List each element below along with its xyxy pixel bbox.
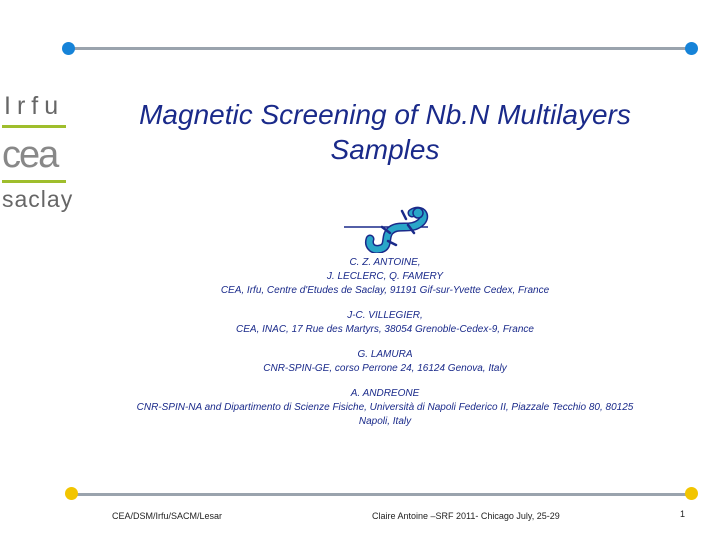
author-block-2 (90, 270, 680, 298)
author-affiliation: CEA, INAC, 17 Rue des Martyrs, 38054 Grenoble-Cedex-9, France (236, 324, 534, 335)
author-names: J. LECLERC, Q. FAMERY (326, 271, 444, 282)
salamander-logo-icon (340, 203, 432, 253)
title-line-1: Magnetic Screening of Nb.N Multilayers (139, 99, 631, 130)
author-affiliation-cont: Napoli, Italy (358, 416, 412, 427)
logo-cea-text: cea (2, 134, 58, 176)
bottom-divider (72, 493, 690, 496)
logo-saclay-text: saclay (2, 186, 74, 212)
author-affiliation: CNR-SPIN-GE, corso Perrone 24, 16124 Genova, Italy (263, 363, 507, 374)
author-block-1 (90, 256, 680, 270)
logo-irfu-text: Irfu (4, 92, 65, 120)
page-number: 1 (680, 509, 686, 519)
footer-left: CEA/DSM/Irfu/SACM/Lesar (112, 511, 223, 521)
author-block-3 (90, 309, 680, 337)
top-divider (68, 47, 692, 50)
bottom-left-dot (65, 487, 78, 500)
author-block-4 (90, 348, 680, 376)
top-right-dot (685, 42, 698, 55)
author-list (90, 256, 680, 440)
logo-green-line (2, 125, 66, 128)
title-line-2: Samples (330, 134, 440, 165)
author-affiliation: CNR-SPIN-NA and Dipartimento di Scienze Fisiche, Università di Napoli Federico II, Piazzale Tecchio 80, 80125 (136, 402, 634, 413)
author-names: C. Z. ANTOINE, (349, 257, 421, 268)
author-block-5 (90, 387, 680, 429)
slide-title (80, 97, 690, 167)
author-names: J-C. VILLEGIER, (347, 310, 423, 321)
author-affiliation: CEA, Irfu, Centre d'Etudes de Saclay, 91191 Gif-sur-Yvette Cedex, France (220, 285, 550, 296)
author-names: A. ANDREONE (350, 388, 420, 399)
bottom-right-dot (685, 487, 698, 500)
footer-center: Claire Antoine –SRF 2011- Chicago July, 25-29 (372, 511, 560, 521)
top-left-dot (62, 42, 75, 55)
logo-green-line-2 (2, 180, 66, 183)
author-names: G. LAMURA (357, 349, 413, 360)
